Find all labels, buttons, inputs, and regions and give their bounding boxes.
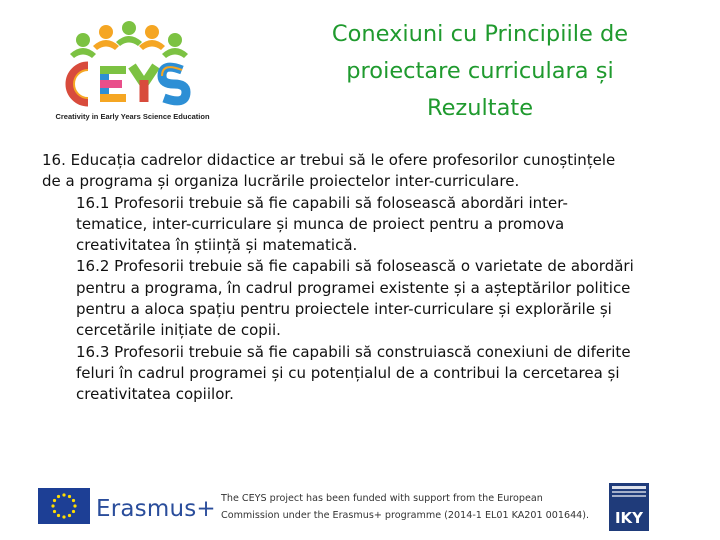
ceys-logo [50, 18, 215, 130]
text-line: pentru a programa, în cadrul programei existente și a așteptărilor politice [76, 278, 631, 297]
slide-title [285, 16, 675, 127]
iky-logo-icon [609, 483, 649, 531]
iky-label: IKY [614, 509, 644, 527]
erasmus-label: Erasmus+ [96, 496, 216, 522]
funding-line: Commission under the Erasmus+ programme (2014-1 EL01 KA201 001644). [221, 510, 590, 521]
title-line: proiectare curriculara și [346, 58, 614, 84]
figures-icon [70, 21, 188, 58]
text-line: 16.1 Profesorii trebuie să fie capabili să folosească abordări inter- [76, 193, 568, 212]
ceys-letters [70, 66, 186, 102]
text-line: creativitatea în știință și matematică. [76, 236, 358, 255]
text-line: 16.2 Profesorii trebuie să fie capabili să folosească o varietate de abordări [76, 257, 634, 276]
intro-paragraph [42, 150, 682, 193]
text-line: creativitatea copiilor. [76, 385, 234, 404]
eu-flag-icon [38, 488, 90, 524]
slide-body [42, 150, 682, 406]
text-line: feluri în cadrul programei și cu potențialul de a contribui la cercetarea și [76, 363, 620, 382]
text-line: pentru a aloca spațiu pentru proiectele inter-curriculare și explorările și [76, 300, 612, 319]
subpoint-16-3 [76, 342, 682, 406]
text-line: 16. Educația cadrelor didactice ar trebui să le ofere profesorilor cunoștințele [42, 151, 616, 169]
text-line: tematice, inter-curriculare și munca de proiect pentru a promova [76, 214, 565, 233]
text-line: 16.3 Profesorii trebuie să fie capabili să construiască conexiuni de diferite [76, 342, 631, 361]
logo-tagline: Creativity in Early Years Science Education [55, 112, 210, 121]
text-line: cercetările inițiate de copii. [76, 321, 281, 340]
subpoint-16-1 [76, 193, 682, 257]
funding-notice [221, 490, 590, 524]
title-line: Rezultate [426, 95, 534, 121]
subpoint-16-2 [76, 256, 682, 341]
ceys-logo-graphic [50, 18, 215, 110]
text-line: de a programa și organiza lucrările proiectelor inter-curriculare. [42, 172, 520, 191]
footer [0, 478, 720, 540]
title-line: Conexiuni cu Principiile de [331, 21, 629, 47]
funding-line: The CEYS project has been funded with support from the European [221, 493, 543, 504]
